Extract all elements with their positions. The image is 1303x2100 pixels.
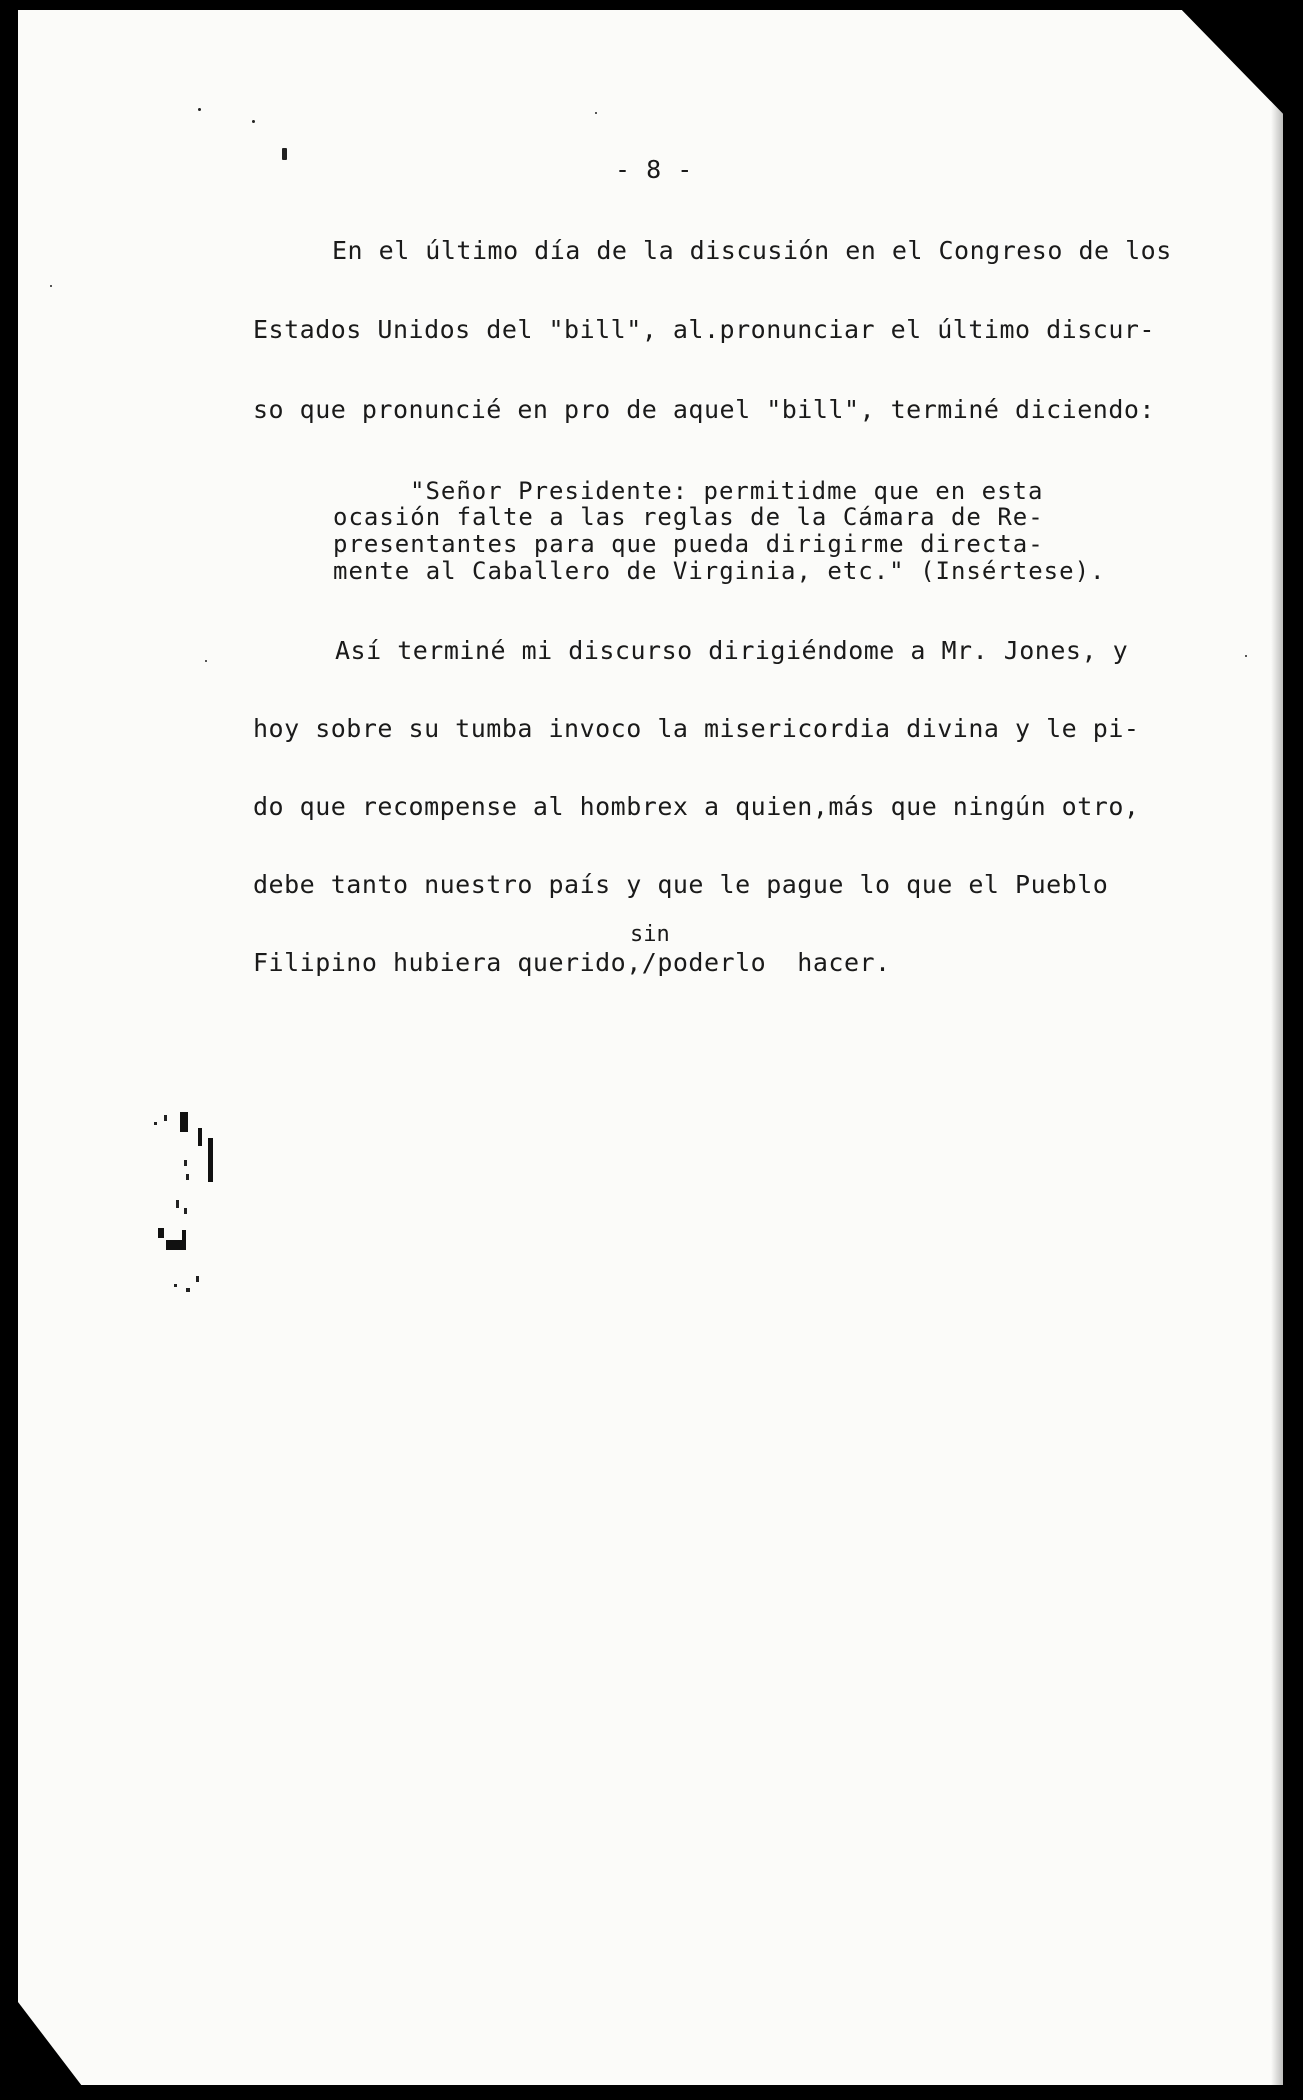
- closing-line-2: hoy sobre su tumba invoco la misericordia divina y le pi-: [253, 714, 1140, 743]
- page-edge-shadow: [1271, 10, 1283, 2085]
- quote-line-3: presentantes para que pueda dirigirme directa-: [333, 530, 1044, 558]
- body-line-3: so que pronuncié en pro de aquel "bill", terminé diciendo:: [253, 395, 1155, 424]
- quote-line-2: ocasión falte a las reglas de la Cámara de Re-: [333, 503, 1044, 531]
- closing-line-5: Filipino hubiera querido,/poderlo hacer.: [253, 948, 891, 977]
- speck: [198, 108, 201, 111]
- quote-line-1: "Señor Presidente: permitidme que en esta: [410, 477, 1044, 505]
- interlinear-insert: sin: [630, 922, 670, 947]
- closing-line-1: Así terminé mi discurso dirigiéndome a Mr. Jones, y: [335, 636, 1129, 665]
- page-number: - 8 -: [615, 155, 693, 184]
- speck: [50, 285, 52, 287]
- closing-line-4: debe tanto nuestro país y que le pague lo que el Pueblo: [253, 870, 1109, 899]
- speck: [1245, 655, 1247, 657]
- speck: [205, 660, 207, 662]
- quote-line-4: mente al Caballero de Virginia, etc." (Insértese).: [333, 557, 1106, 585]
- body-line-2: Estados Unidos del "bill", al.pronunciar el último discur-: [253, 315, 1155, 344]
- speck: [282, 148, 287, 160]
- closing-line-3: do que recompense al hombrex a quien,más que ningún otro,: [253, 792, 1140, 821]
- speck: [252, 120, 255, 123]
- ink-smudge-marks: [140, 1100, 320, 1340]
- speck: [595, 112, 597, 114]
- body-line-1: En el último día de la discusión en el Congreso de los: [332, 236, 1172, 265]
